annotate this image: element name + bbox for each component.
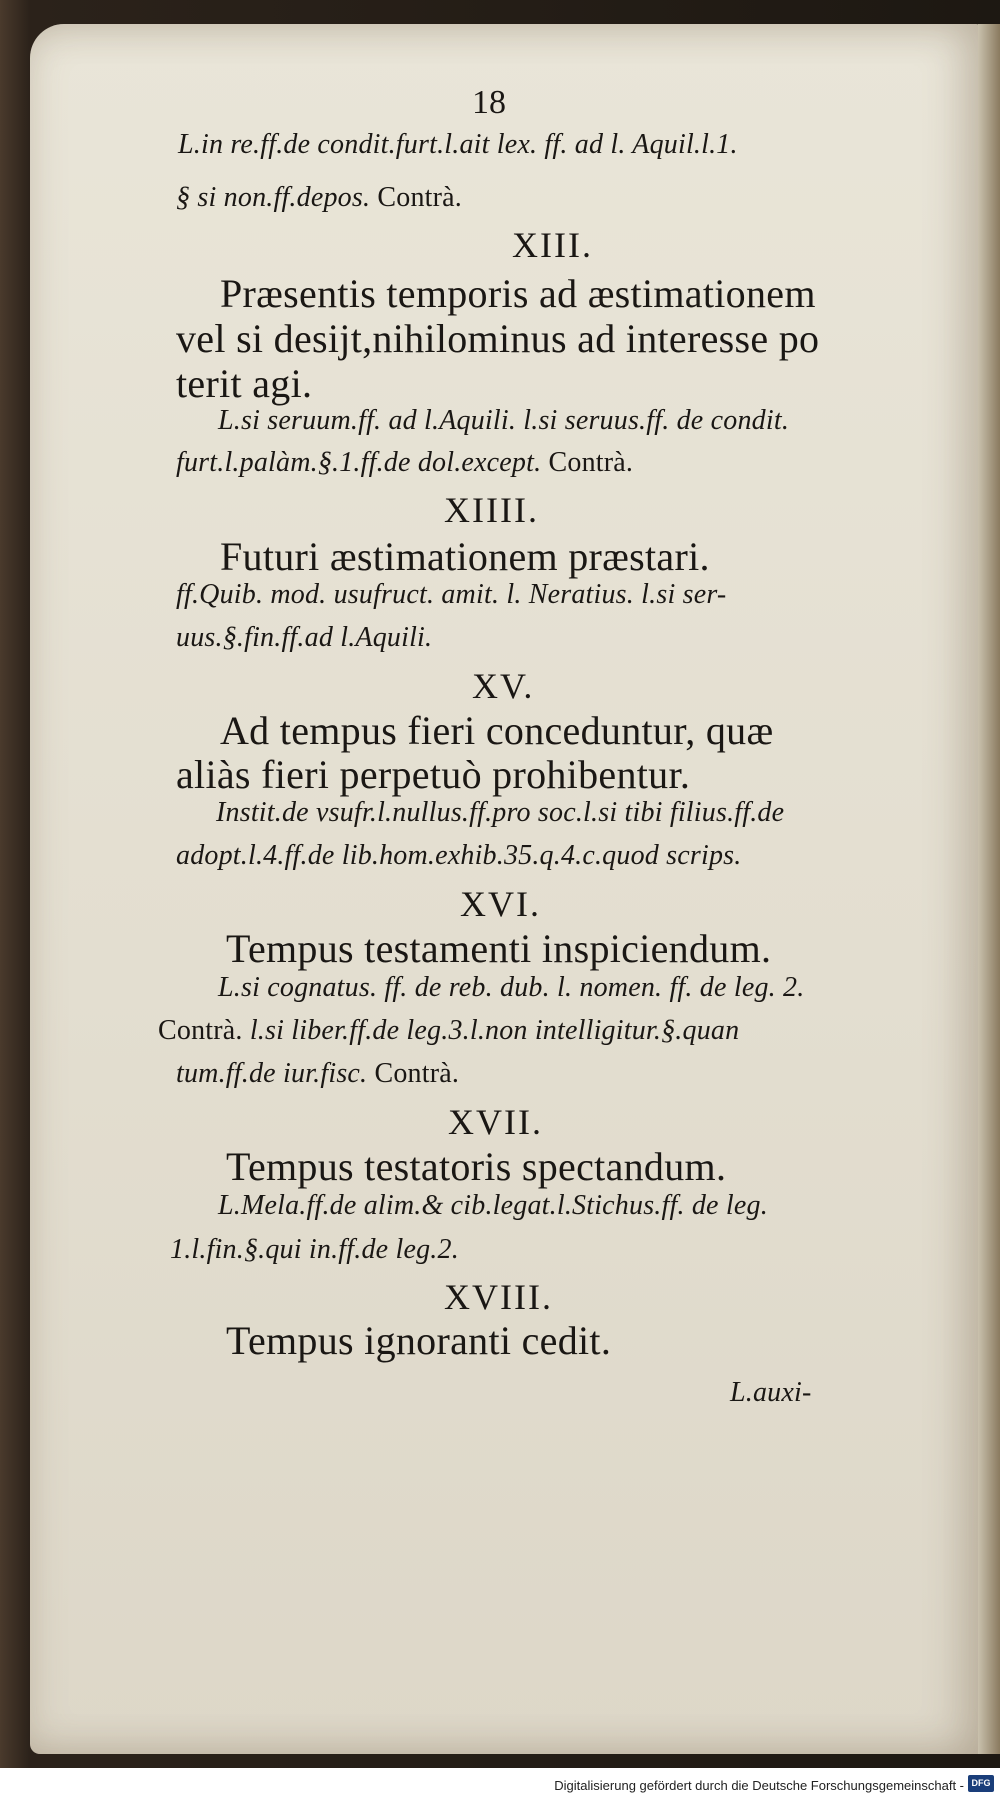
line-text: vel si desijt,nihilominus ad interesse po bbox=[176, 316, 820, 361]
line-text: terit agi. bbox=[176, 361, 313, 406]
line-text: tum.ff.de iur.fisc. bbox=[176, 1058, 368, 1089]
citation-line bbox=[730, 1379, 812, 1407]
contra-marker: Contrà. bbox=[370, 182, 462, 213]
line-text: Instit.de vsufr.l.nullus.ff.pro soc.l.si tibi filius.ff.de bbox=[216, 797, 785, 828]
book-page bbox=[30, 24, 982, 1754]
citation-line bbox=[170, 1236, 459, 1264]
citation-line bbox=[218, 974, 804, 1002]
line-text: Tempus testatoris spectandum. bbox=[226, 1144, 727, 1189]
line-text: 1.l.fin.§.qui in.ff.de leg.2. bbox=[170, 1234, 459, 1265]
citation-line bbox=[218, 1192, 768, 1220]
book-spine-edge bbox=[978, 24, 1000, 1754]
section-heading bbox=[472, 668, 534, 704]
maxim-text-line bbox=[176, 316, 820, 361]
maxim-text-line bbox=[226, 1144, 727, 1189]
maxim-text-line bbox=[176, 752, 691, 797]
line-text: XVI. bbox=[460, 884, 541, 924]
funding-credit: Digitalisierung gefördert durch die Deutsche Forschungsgemeinschaft - bbox=[554, 1778, 964, 1793]
line-text: L.si cognatus. ff. de reb. dub. l. nomen. ff. de leg. 2. bbox=[218, 972, 805, 1003]
line-text: § si non.ff.depos. bbox=[176, 182, 371, 213]
line-text: L.si seruum.ff. ad l.Aquili. l.si seruus.ff. de condit. bbox=[218, 405, 790, 436]
line-text: XV. bbox=[472, 666, 535, 706]
citation-line bbox=[176, 842, 741, 870]
contra-marker: Contrà. bbox=[367, 1058, 460, 1089]
digitization-footer bbox=[0, 1768, 1000, 1801]
line-text: l.si liber.ff.de leg.3.l.non intelligitur.§.quan bbox=[249, 1015, 740, 1046]
section-heading bbox=[460, 886, 541, 922]
line-text: Tempus testamenti inspiciendum. bbox=[226, 926, 772, 971]
line-text: Ad tempus fieri conceduntur, quæ bbox=[220, 708, 774, 753]
section-heading bbox=[512, 227, 593, 263]
maxim-text-line bbox=[176, 361, 313, 406]
citation-line bbox=[218, 407, 789, 435]
line-text: XIII. bbox=[512, 225, 593, 265]
citation-line bbox=[176, 1060, 459, 1088]
citation-line bbox=[176, 184, 462, 212]
line-text: L.Mela.ff.de alim.& cib.legat.l.Stichus.ff. de leg. bbox=[218, 1190, 768, 1221]
maxim-text-line bbox=[220, 271, 816, 316]
line-text: aliàs fieri perpetuò prohibentur. bbox=[176, 752, 691, 797]
page-number: 18 bbox=[472, 84, 506, 121]
line-text: ff.Quib. mod. usufruct. amit. l. Neratius. l.si ser- bbox=[176, 579, 727, 610]
line-text: furt.l.palàm.§.1.ff.de dol.except. bbox=[176, 447, 542, 478]
line-text: adopt.l.4.ff.de lib.hom.exhib.35.q.4.c.quod scrips. bbox=[176, 840, 742, 871]
section-heading bbox=[444, 492, 539, 528]
contra-marker: Contrà. bbox=[158, 1015, 250, 1046]
citation-line bbox=[176, 449, 633, 477]
maxim-text-line bbox=[220, 708, 774, 753]
line-text: L.auxi- bbox=[730, 1377, 812, 1408]
citation-line bbox=[178, 131, 738, 159]
line-text: Futuri æstimationem præstari. bbox=[220, 534, 710, 579]
citation-line bbox=[176, 581, 726, 609]
section-heading bbox=[448, 1104, 543, 1140]
line-text: Tempus ignoranti cedit. bbox=[226, 1318, 612, 1363]
contra-marker: Contrà. bbox=[541, 447, 634, 478]
maxim-text-line bbox=[226, 1318, 612, 1363]
dfg-logo-icon: DFG bbox=[968, 1775, 994, 1792]
line-text: XVIII. bbox=[444, 1277, 553, 1317]
line-text: L.in re.ff.de condit.furt.l.ait lex. ff. ad l. Aquil.l.1. bbox=[178, 129, 738, 160]
line-text: XIIII. bbox=[444, 490, 539, 530]
maxim-text-line bbox=[220, 534, 710, 579]
citation-line bbox=[216, 799, 784, 827]
line-text: XVII. bbox=[448, 1102, 543, 1142]
line-text: uus.§.fin.ff.ad l.Aquili. bbox=[176, 622, 433, 653]
line-text: Præsentis temporis ad æstimationem bbox=[220, 271, 816, 316]
section-heading bbox=[444, 1279, 553, 1315]
citation-line bbox=[176, 624, 432, 652]
citation-line bbox=[158, 1017, 739, 1045]
maxim-text-line bbox=[226, 926, 772, 971]
